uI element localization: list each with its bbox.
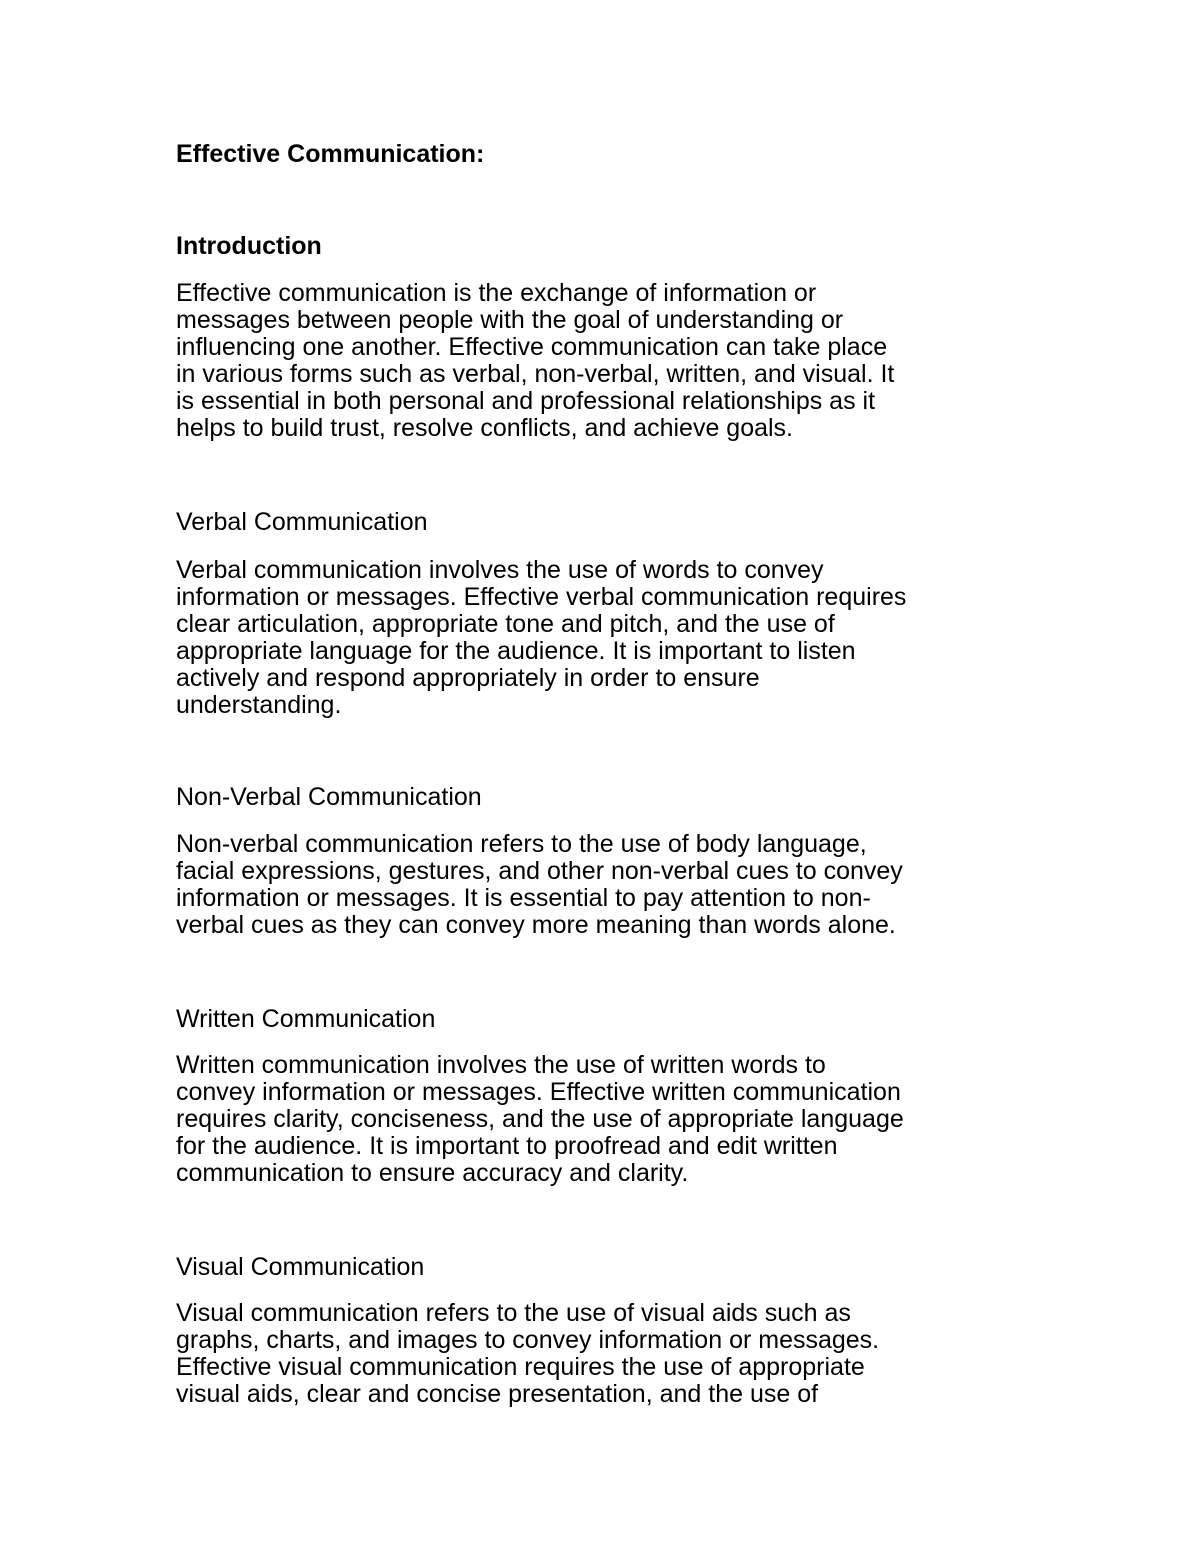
paragraph-line: information or messages. It is essential to pay attention to non- — [176, 884, 871, 912]
written-communication-paragraph — [176, 1052, 1056, 1187]
paragraph-line: clear articulation, appropriate tone and pitch, and the use of — [176, 610, 835, 638]
paragraph-line: for the audience. It is important to proofread and edit written — [176, 1132, 838, 1160]
paragraph-line: information or messages. Effective verbal communication requires — [176, 583, 907, 611]
paragraph-line: visual aids, clear and concise presentation, and the use of — [176, 1380, 819, 1408]
verbal-communication-heading: Verbal Communication — [176, 508, 428, 536]
paragraph-line: Visual communication refers to the use of visual aids such as — [176, 1299, 851, 1327]
paragraph-line: Written communication involves the use of written words to — [176, 1051, 826, 1079]
paragraph-line: understanding. — [176, 691, 342, 719]
introduction-paragraph — [176, 280, 1056, 442]
introduction-heading: Introduction — [176, 232, 322, 260]
paragraph-line: communication to ensure accuracy and clarity. — [176, 1159, 689, 1187]
visual-communication-paragraph — [176, 1300, 1056, 1408]
paragraph-line: in various forms such as verbal, non-verbal, written, and visual. It — [176, 360, 895, 388]
paragraph-line: messages between people with the goal of understanding or — [176, 306, 844, 334]
paragraph-line: convey information or messages. Effective written communication — [176, 1078, 901, 1106]
paragraph-line: Effective communication is the exchange of information or — [176, 279, 817, 307]
verbal-communication-paragraph — [176, 557, 1056, 719]
non-verbal-communication-paragraph — [176, 831, 1056, 939]
paragraph-line: actively and respond appropriately in order to ensure — [176, 664, 760, 692]
document-title: Effective Communication: — [176, 140, 485, 168]
non-verbal-communication-heading: Non-Verbal Communication — [176, 783, 482, 811]
paragraph-line: facial expressions, gestures, and other non-verbal cues to convey — [176, 857, 903, 885]
paragraph-line: verbal cues as they can convey more meaning than words alone. — [176, 911, 896, 939]
paragraph-line: is essential in both personal and professional relationships as it — [176, 387, 876, 415]
paragraph-line: helps to build trust, resolve conflicts, and achieve goals. — [176, 414, 794, 442]
paragraph-line: Verbal communication involves the use of words to convey — [176, 556, 824, 584]
visual-communication-heading: Visual Communication — [176, 1253, 425, 1281]
paragraph-line: Non-verbal communication refers to the use of body language, — [176, 830, 867, 858]
written-communication-heading: Written Communication — [176, 1005, 436, 1033]
paragraph-line: appropriate language for the audience. It is important to listen — [176, 637, 856, 665]
paragraph-line: graphs, charts, and images to convey information or messages. — [176, 1326, 880, 1354]
paragraph-line: influencing one another. Effective communication can take place — [176, 333, 888, 361]
paragraph-line: Effective visual communication requires the use of appropriate — [176, 1353, 865, 1381]
paragraph-line: requires clarity, conciseness, and the use of appropriate language — [176, 1105, 904, 1133]
